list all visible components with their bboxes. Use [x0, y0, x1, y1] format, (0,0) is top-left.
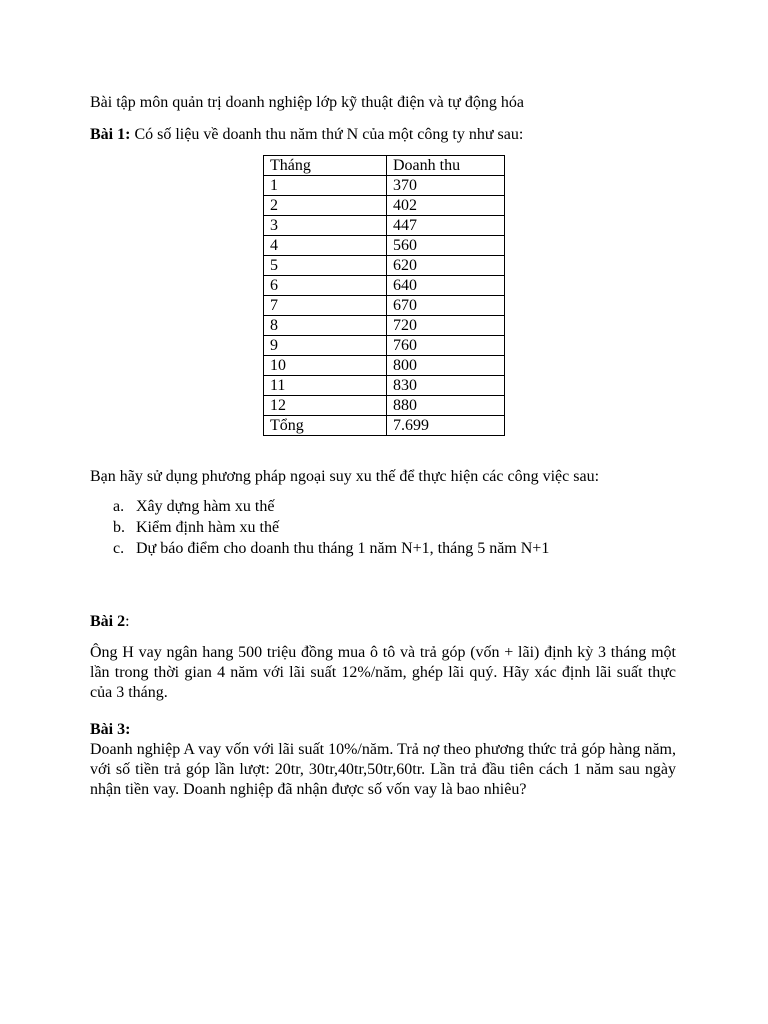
- table-row: [264, 316, 505, 336]
- table-header-row: [264, 156, 505, 176]
- list-item: [90, 539, 549, 560]
- table-row: [264, 256, 505, 276]
- table-row: [264, 336, 505, 356]
- list-item: [90, 518, 549, 539]
- cell-revenue: 7.699: [387, 416, 505, 436]
- list-marker: b.: [113, 519, 125, 536]
- table-row: [264, 236, 505, 256]
- bai1-instruction: Bạn hãy sử dụng phương pháp ngoại suy xu thế để thực hiện các công việc sau:: [90, 468, 600, 485]
- bai2-label: Bài 2: [90, 613, 126, 630]
- header-revenue: Doanh thu: [387, 156, 505, 176]
- cell-month: 3: [264, 216, 387, 236]
- revenue-table: [263, 155, 505, 436]
- cell-month: 10: [264, 356, 387, 376]
- bai3-text: Doanh nghiệp A vay vốn với lãi suất 10%/năm. Trả nợ theo phương thức trả góp hàng năm, với số tiền trả góp lần lượt: 20tr, 30tr,40tr,50tr,60tr. Lần trả đầu tiên cách 1 năm sau ngày nhận tiền vay. Doanh nghiệp đã nhận được số vốn vay là bao nhiêu?: [90, 741, 676, 798]
- table-row: [264, 196, 505, 216]
- list-item-text: Dự báo điểm cho doanh thu tháng 1 năm N+1, tháng 5 năm N+1: [136, 540, 550, 557]
- cell-month: 5: [264, 256, 387, 276]
- cell-revenue: 640: [387, 276, 505, 296]
- cell-month: 12: [264, 396, 387, 416]
- cell-revenue: 560: [387, 236, 505, 256]
- cell-revenue: 830: [387, 376, 505, 396]
- cell-revenue: 370: [387, 176, 505, 196]
- list-item-text: Xây dựng hàm xu thế: [136, 498, 275, 515]
- list-marker: a.: [113, 498, 125, 515]
- cell-month: Tổng: [264, 416, 387, 436]
- bai3-label: Bài 3:: [90, 721, 131, 738]
- document-title: Bài tập môn quản trị doanh nghiệp lớp kỹ thuật điện và tự động hóa: [90, 94, 524, 111]
- bai2-text: Ông H vay ngân hang 500 triệu đồng mua ô tô và trả góp (vốn + lãi) định kỳ 3 tháng một lần trong thời gian 4 năm với lãi suất 12%/năm, ghép lãi quý. Hãy xác định lãi suất thực của 3 tháng.: [90, 644, 676, 701]
- bai1-intro: [90, 125, 676, 145]
- list-item: [90, 497, 549, 518]
- cell-month: 8: [264, 316, 387, 336]
- table-row: [264, 416, 505, 436]
- list-marker: c.: [113, 540, 125, 557]
- cell-month: 9: [264, 336, 387, 356]
- cell-revenue: 670: [387, 296, 505, 316]
- table-row: [264, 296, 505, 316]
- bai2-heading: [90, 612, 676, 632]
- cell-month: 6: [264, 276, 387, 296]
- cell-month: 11: [264, 376, 387, 396]
- cell-revenue: 720: [387, 316, 505, 336]
- table-row: [264, 396, 505, 416]
- cell-revenue: 880: [387, 396, 505, 416]
- header-month: Tháng: [264, 156, 387, 176]
- table-row: [264, 176, 505, 196]
- list-item-text: Kiểm định hàm xu thế: [136, 519, 280, 536]
- task-list: [90, 497, 549, 560]
- cell-month: 4: [264, 236, 387, 256]
- bai2-colon: :: [125, 613, 130, 630]
- table-row: [264, 356, 505, 376]
- cell-revenue: 402: [387, 196, 505, 216]
- bai3-heading: [90, 720, 676, 740]
- cell-revenue: 800: [387, 356, 505, 376]
- cell-month: 1: [264, 176, 387, 196]
- cell-revenue: 447: [387, 216, 505, 236]
- cell-revenue: 620: [387, 256, 505, 276]
- table-row: [264, 216, 505, 236]
- table-row: [264, 276, 505, 296]
- cell-month: 7: [264, 296, 387, 316]
- cell-revenue: 760: [387, 336, 505, 356]
- cell-month: 2: [264, 196, 387, 216]
- bai1-label: Bài 1:: [90, 126, 131, 143]
- bai1-intro-text: Có số liệu về doanh thu năm thứ N của một công ty như sau:: [130, 126, 524, 143]
- table-row: [264, 376, 505, 396]
